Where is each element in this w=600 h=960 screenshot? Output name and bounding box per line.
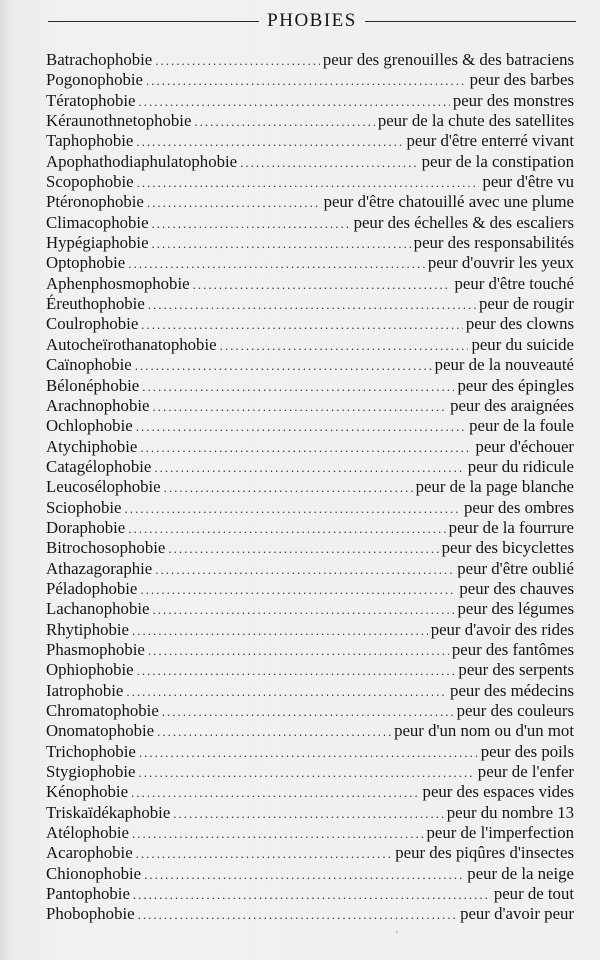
dot-leader xyxy=(139,743,478,763)
list-item xyxy=(46,457,574,477)
header-rule-right xyxy=(365,21,576,22)
phobia-definition: peur de l'imperfection xyxy=(426,823,574,843)
phobia-term: Tératophobie xyxy=(46,90,136,110)
phobia-term: Chromatophobie xyxy=(46,701,159,720)
phobia-term: Coulrophobie xyxy=(46,314,139,334)
list-item xyxy=(46,314,574,334)
phobia-term: Scopophobie xyxy=(46,172,134,192)
phobia-definition: peur d'être oublié xyxy=(457,558,574,578)
list-item xyxy=(46,396,574,416)
phobia-term: Bitrochosophobie xyxy=(46,538,166,558)
dot-leader xyxy=(138,905,458,925)
phobia-definition: peur des grenouilles & des batraciens xyxy=(322,50,574,69)
dot-leader xyxy=(152,397,447,417)
phobia-term: Climacophobie xyxy=(46,212,149,232)
phobia-definition: peur de l'enfer xyxy=(477,762,574,782)
phobia-term: Kénophobie xyxy=(46,782,129,802)
dot-leader xyxy=(135,356,432,376)
list-item xyxy=(46,192,574,212)
phobia-term: Arachnophobie xyxy=(46,395,150,415)
phobia-definition: peur des chauves xyxy=(459,578,574,598)
phobia-definition: peur d'un nom ou d'un mot xyxy=(394,721,574,741)
dot-leader xyxy=(132,824,424,844)
phobia-definition: peur des légumes xyxy=(457,599,574,619)
phobia-term: Pogonophobie xyxy=(46,70,143,90)
phobia-definition: peur des espaces vides xyxy=(422,782,574,802)
list-item xyxy=(46,294,574,314)
phobia-term: Pantophobie xyxy=(46,884,130,904)
phobia-definition: peur du ridicule xyxy=(467,456,574,476)
dot-leader xyxy=(148,295,476,315)
list-item xyxy=(46,233,574,253)
phobia-definition: peur des bicyclettes xyxy=(441,538,574,558)
list-item xyxy=(46,477,574,497)
list-item xyxy=(46,660,574,680)
list-item xyxy=(46,437,574,457)
phobia-term: Onomatophobie xyxy=(46,721,155,741)
list-item xyxy=(46,518,574,538)
dot-leader xyxy=(148,641,449,661)
dot-leader xyxy=(193,275,452,295)
list-item xyxy=(46,762,574,782)
phobia-term: Hypégiaphobie xyxy=(46,233,149,253)
phobia-term: Stygiophobie xyxy=(46,762,136,782)
phobia-definition: peur des ombres xyxy=(464,497,574,517)
phobia-definition: peur d'échouer xyxy=(475,436,574,456)
phobia-term: Rhytiphobie xyxy=(46,619,129,639)
phobia-definition: peur des piqûres d'insectes xyxy=(395,843,574,863)
header-rule-left xyxy=(48,21,259,22)
phobia-term: Leucosélophobie xyxy=(46,477,161,497)
phobia-definition: peur des clowns xyxy=(465,314,574,334)
dot-leader xyxy=(126,682,447,702)
list-item xyxy=(46,782,574,802)
phobia-definition: peur du nombre 13 xyxy=(446,802,574,822)
phobia-definition: peur des araignées xyxy=(450,395,574,415)
dot-leader xyxy=(136,132,403,152)
phobia-term: Autocheïrothanatophobie xyxy=(46,334,217,354)
dot-leader xyxy=(164,478,413,498)
phobia-definition: peur d'être vu xyxy=(482,172,574,192)
phobia-term: Optophobie xyxy=(46,253,126,273)
phobia-definition: peur de tout xyxy=(493,884,574,904)
dot-leader xyxy=(136,417,466,437)
phobia-definition: peur de la neige xyxy=(467,863,574,883)
phobia-term: Phobophobie xyxy=(46,904,135,924)
dot-leader xyxy=(133,885,491,905)
dot-leader xyxy=(147,193,321,213)
list-item xyxy=(46,376,574,396)
dot-leader xyxy=(240,153,419,173)
dot-leader xyxy=(128,254,425,274)
list-item xyxy=(46,152,574,172)
phobia-term: Iatrophobie xyxy=(46,680,124,700)
dot-leader xyxy=(131,783,420,803)
list-item xyxy=(46,742,574,762)
dot-leader xyxy=(141,315,463,335)
list-item xyxy=(46,111,574,131)
list-item xyxy=(46,803,574,823)
list-item xyxy=(46,579,574,599)
phobia-definition: peur de rougir xyxy=(478,294,574,314)
list-item xyxy=(46,416,574,436)
list-item xyxy=(46,274,574,294)
phobia-term: Phasmophobie xyxy=(46,639,145,659)
list-item xyxy=(46,50,574,70)
phobia-definition: peur de la foule xyxy=(469,416,574,436)
phobia-term: Atychiphobie xyxy=(46,436,138,456)
page-header xyxy=(48,6,576,36)
list-item xyxy=(46,355,574,375)
page-mark: ′ xyxy=(396,930,399,941)
list-item xyxy=(46,701,574,721)
dot-leader xyxy=(154,458,464,478)
dot-leader xyxy=(132,621,428,641)
phobia-list xyxy=(46,50,574,925)
dot-leader xyxy=(194,112,374,132)
phobia-definition: peur des échelles & des escaliers xyxy=(353,212,574,232)
phobia-term: Éreuthophobie xyxy=(46,294,145,314)
phobia-definition: peur d'être touché xyxy=(454,273,574,293)
phobia-definition: peur de la nouveauté xyxy=(434,355,574,375)
dot-leader xyxy=(140,438,472,458)
phobia-definition: peur des fantômes xyxy=(451,639,574,659)
dot-leader xyxy=(125,499,462,519)
phobia-term: Atélophobie xyxy=(46,823,129,843)
dot-leader xyxy=(136,844,393,864)
phobia-definition: peur des barbes xyxy=(469,70,574,90)
phobia-term: Catagélophobie xyxy=(46,456,152,476)
dot-leader xyxy=(137,173,480,193)
phobia-term: Bélonéphobie xyxy=(46,375,140,395)
phobia-definition: peur de la constipation xyxy=(421,151,574,171)
phobia-term: Athazagoraphie xyxy=(46,558,153,578)
dot-leader xyxy=(139,763,475,783)
phobia-definition: peur d'être enterré vivant xyxy=(406,131,574,151)
dot-leader xyxy=(152,234,411,254)
phobia-definition: peur des monstres xyxy=(452,90,574,110)
phobia-definition: peur d'être chatouillé avec une plume xyxy=(323,192,574,212)
phobia-definition: peur de la chute des satellites xyxy=(377,111,574,131)
dot-leader xyxy=(152,214,351,234)
list-item xyxy=(46,599,574,619)
list-item xyxy=(46,253,574,273)
phobia-term: Caïnophobie xyxy=(46,355,132,375)
phobia-term: Ptéronophobie xyxy=(46,192,144,212)
list-item xyxy=(46,335,574,355)
phobia-term: Batrachophobie xyxy=(46,50,153,69)
phobia-term: Chionophobie xyxy=(46,863,142,883)
phobia-term: Lachanophobie xyxy=(46,599,150,619)
dot-leader xyxy=(128,519,445,539)
list-item xyxy=(46,172,574,192)
list-item xyxy=(46,843,574,863)
phobia-definition: peur des médecins xyxy=(450,680,574,700)
phobia-definition: peur des épingles xyxy=(457,375,574,395)
phobia-definition: peur de la page blanche xyxy=(415,477,574,497)
dot-leader xyxy=(137,661,456,681)
phobia-term: Apophathodiaphulatophobie xyxy=(46,151,238,171)
phobia-definition: peur des serpents xyxy=(458,660,574,680)
list-item xyxy=(46,721,574,741)
phobia-definition: peur des couleurs xyxy=(456,701,574,720)
list-item xyxy=(46,904,574,924)
phobia-term: Acarophobie xyxy=(46,843,133,863)
page-title: PHOBIES xyxy=(267,10,357,31)
dot-leader xyxy=(220,336,469,356)
dot-leader xyxy=(168,539,438,559)
dot-leader xyxy=(155,560,454,580)
list-item xyxy=(46,213,574,233)
list-item xyxy=(46,823,574,843)
list-item xyxy=(46,131,574,151)
list-item xyxy=(46,681,574,701)
dot-leader xyxy=(157,722,391,742)
list-item xyxy=(46,640,574,660)
dot-leader xyxy=(146,71,467,91)
phobia-term: Sciophobie xyxy=(46,497,122,517)
phobia-term: Trichophobie xyxy=(46,741,136,761)
list-item xyxy=(46,620,574,640)
phobia-definition: peur d'avoir peur xyxy=(460,904,574,924)
phobia-term: Ophiophobie xyxy=(46,660,134,680)
dot-leader xyxy=(144,865,464,885)
list-item xyxy=(46,864,574,884)
phobia-term: Taphophobie xyxy=(46,131,134,151)
dot-leader xyxy=(152,600,454,620)
dot-leader xyxy=(140,580,456,600)
phobia-definition: peur d'ouvrir les yeux xyxy=(427,253,574,273)
phobia-term: Doraphobie xyxy=(46,517,126,537)
phobia-term: Aphenphosmophobie xyxy=(46,273,190,293)
list-item xyxy=(46,498,574,518)
list-item xyxy=(46,538,574,558)
phobia-definition: peur des responsabilités xyxy=(413,233,574,253)
list-item xyxy=(46,91,574,111)
list-item xyxy=(46,884,574,904)
phobia-term: Triskaïdékaphobie xyxy=(46,802,171,822)
phobia-definition: peur des poils xyxy=(480,741,574,761)
dot-leader xyxy=(155,51,320,71)
phobia-term: Ochlophobie xyxy=(46,416,133,436)
list-item xyxy=(46,70,574,90)
phobia-definition: peur de la fourrure xyxy=(448,517,574,537)
dot-leader xyxy=(173,804,443,824)
phobia-definition: peur du suicide xyxy=(471,334,574,354)
phobia-definition: peur d'avoir des rides xyxy=(430,619,574,639)
phobia-term: Péladophobie xyxy=(46,578,138,598)
dot-leader xyxy=(138,92,449,112)
dot-leader xyxy=(142,377,454,397)
dot-leader xyxy=(162,702,454,722)
phobia-term: Kéraunothnetophobie xyxy=(46,111,192,131)
list-item xyxy=(46,559,574,579)
